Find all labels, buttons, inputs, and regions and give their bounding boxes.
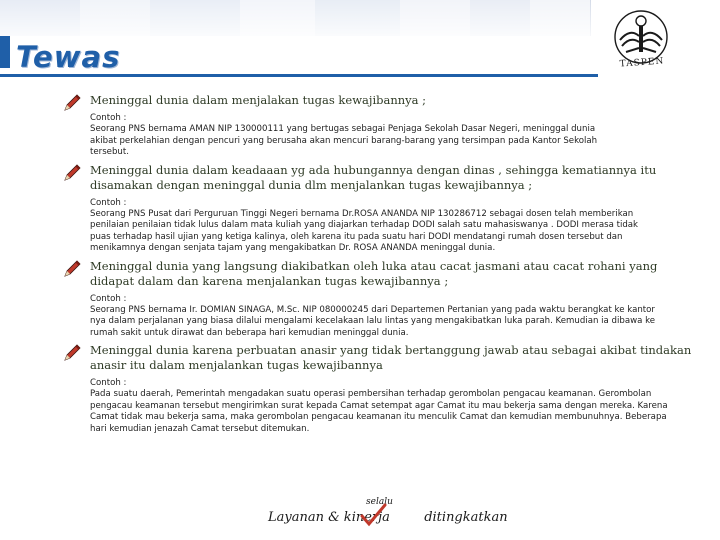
checkmark-icon xyxy=(359,502,387,528)
example-label: Contoh : xyxy=(90,293,127,304)
pencil-icon xyxy=(62,163,82,183)
content-list xyxy=(62,93,692,439)
item-heading: Meninggal dunia dalam menjalakan tugas kewajibannya ; xyxy=(90,93,427,107)
item-heading: Meninggal dunia dalam keadaaan yg ada hubungannya dengan dinas , sehingga kematiannya itu disamakan dengan meninggal dunia dlm menjalankan tugas kewajibannya ; xyxy=(90,162,657,192)
pencil-icon xyxy=(62,93,82,113)
example-text: Seorang PNS bernama AMAN NIP 130000111 yang bertugas sebagai Penjaga Sekolah Dasar Negeri, meninggal dunia akibat perkelahian dengan pencuri yang berusaha akan mencuri barang-barang yang tersimpan pada Kantor Sekolah tersebut. xyxy=(90,124,598,157)
example-text: Pada suatu daerah, Pemerintah mengadakan suatu operasi pembersihan terhadap gerombolan pengacau keamanan. Gerombolan pengacau keamanan tersebut mengirimkan surat kepada Camat setempat agar Camat itu mau bekerja sama dengan mereka. Karena Camat tidak mau bekerja sama, maka gerombolan pengacau keamanan itu menculik Camat dan kemudian membunuhnya. Beberapa hari kemudian jenazah Camat tersebut ditemukan. xyxy=(90,389,668,434)
example-text: Seorang PNS bernama Ir. DOMIAN SINAGA, M.Sc. NIP 080000245 dari Departemen Pertanian yang pada waktu berangkat ke kantor nya dalam perjalanan yang biasa dilalui mengalami kecelakaan lalu lintas yang mengakibatkan luka parah. Kemudian ia dibawa ke rumah sakit untuk dirawat dan beberapa hari kemudian meninggal dunia. xyxy=(90,304,656,338)
slide-title: Tewas xyxy=(16,40,121,74)
pencil-icon xyxy=(62,259,82,279)
example-text: Seorang PNS Pusat dari Perguruan Tinggi Negeri bernama Dr.ROSA ANANDA NIP 130286712 sebagai dosen telah memberikan penilaian penilaian tidak lulus dalam mata kuliah yang diajarkan terhadap DODI salah satu mahasiswanya . DODI merasa tidak puas terhadap hasil ujian yang ketiga kalinya, oleh karena itu pada suatu hari DODI mendatangi rumah dosen tersebut dan menikamnya dengan senjata tajam yang mengakibatkan Dr. ROSA ANANDA meninggal dunia. xyxy=(90,208,639,253)
example-label: Contoh : xyxy=(90,378,127,388)
slogan-small-word: selalu xyxy=(366,497,393,507)
list-item xyxy=(62,343,692,435)
example-label: Contoh : xyxy=(90,197,127,208)
pencil-icon xyxy=(62,343,82,363)
list-item xyxy=(62,259,692,340)
title-accent-bar xyxy=(0,36,10,68)
list-item xyxy=(62,163,692,255)
list-item xyxy=(62,93,692,159)
example-label: Contoh : xyxy=(90,113,127,123)
footer-slogan: Layanan & kinerja selalu ditingkatkan xyxy=(268,497,508,525)
logo-text: TASPEN xyxy=(619,56,665,70)
item-heading: Meninggal dunia karena perbuatan anasir yang tidak bertanggung jawab atau sebagai akibat tindakan anasir itu dalam menjalankan tugas kewajibannya xyxy=(90,343,692,372)
title-underline xyxy=(0,74,600,77)
item-heading: Meninggal dunia yang langsung diakibatkan oleh luka atau cacat jasmani atau cacat rohani yang didapat dalam dan karena menjalankan tugas kewajibannya ; xyxy=(90,258,658,288)
